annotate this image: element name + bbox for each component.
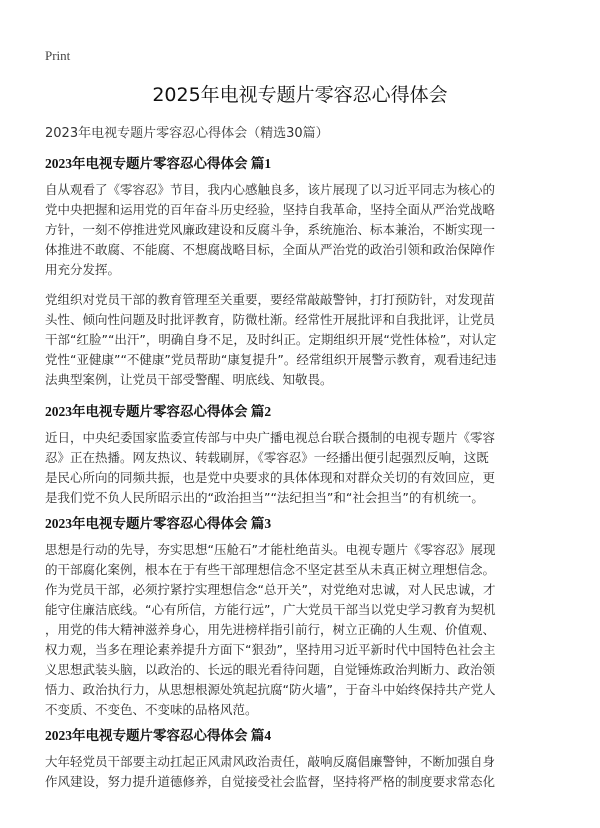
text-line: 思想是行动的先导，夯实思想“压舱石”才能杜绝苗头。电视专题片《零容忍》展现 [45, 542, 496, 557]
paragraph-4-1 [45, 752, 563, 792]
text-line: ，用党的伟大精神滋养身心，用先进榜样指引前行，树立正确的人生观、价值观、 [45, 622, 496, 637]
section-heading-4: 2023年电视专题片零容忍心得体会 篇4 [45, 728, 272, 743]
paragraph-1-1 [45, 180, 563, 280]
paragraph-2-1 [45, 428, 563, 508]
paragraph-3-1 [45, 540, 563, 720]
text-line: 近日，中央纪委国家监委宣传部与中央广播电视总台联合摄制的电视专题片《零容 [45, 430, 496, 445]
text-line: 党性“亚健康”“不健康”党员帮助“康复提升”。经常组织开展警示教育，观看违纪违 [45, 352, 497, 367]
paragraph-1-2 [45, 290, 563, 390]
text-line: 体推进不敢腐、不能腐、不想腐战略目标，全面从严治党的政治引领和政治保障作 [45, 242, 496, 257]
section-heading-3: 2023年电视专题片零容忍心得体会 篇3 [45, 516, 272, 531]
print-link[interactable]: Print [45, 48, 71, 63]
section-heading-2: 2023年电视专题片零容忍心得体会 篇2 [45, 404, 272, 419]
text-line: 能守住廉洁底线。“心有所信，方能行远”，广大党员干部当以党史学习教育为契机 [45, 602, 496, 617]
page-title: 2025年电视专题片零容忍心得体会 [152, 84, 448, 106]
text-line: 党组织对党员干部的教育管理至关重要，要经常敲敲警钟，打打预防针，对发现苗 [45, 292, 496, 307]
text-line: 方针，一刻不停推进党风廉政建设和反腐斗争，系统施治、标本兼治，不断实现一 [45, 222, 496, 237]
text-line: 义思想武装头脑，以政治的、长远的眼光看待问题，自觉锤炼政治判断力、政治领 [45, 662, 496, 677]
text-line: 党中央把握和运用党的百年奋斗历史经验，坚持自我革命，坚持全面从严治党战略 [45, 202, 496, 217]
text-line: 用充分发挥。 [45, 262, 121, 277]
page-subtitle: 2023年电视专题片零容忍心得体会（精选30篇） [45, 126, 329, 141]
text-line: 干部“红脸”“出汗”，明确自身不足，及时纠正。定期组织开展“党性体检”，对认定 [45, 332, 497, 347]
text-line: 大年轻党员干部要主动扛起正风肃风政治责任，敲响反腐倡廉警钟，不断加强自身 [45, 754, 496, 769]
text-line: 忍》正在热播。网友热议、转载刷屏，《零容忍》一经播出便引起强烈反响，这既 [45, 450, 489, 465]
section-heading-1: 2023年电视专题片零容忍心得体会 篇1 [45, 156, 272, 171]
text-line: 是我们党不负人民所昭示出的“政治担当”“法纪担当”和“社会担当”的有机统一。 [45, 490, 484, 505]
text-line: 不变质、不变色、不变味的品格风范。 [45, 702, 258, 717]
text-line: 是民心所向的同频共振，也是党中央要求的具体体现和对群众关切的有效回应，更 [45, 470, 496, 485]
text-line: 权力观，当多在理论素养提升方面下“狠劲”，坚持用习近平新时代中国特色社会主 [45, 642, 496, 657]
text-line: 头性、倾向性问题及时批评教育，防微杜渐。经常性开展批评和自我批评，让党员 [45, 312, 496, 327]
text-line: 作风建设，努力提升道德修养，自觉接受社会监督，坚持将严格的制度要求常态化 [45, 774, 496, 789]
text-line: 自从观看了《零容忍》节目，我内心感触良多，该片展现了以习近平同志为核心的 [45, 182, 496, 197]
text-line: 悟力、政治执行力，从思想根源处筑起抗腐“防火墙”，于奋斗中始终保持共产党人 [45, 682, 496, 697]
text-line: 法典型案例，让党员干部受警醒、明底线、知敬畏。 [45, 372, 333, 387]
text-line: 作为党员干部，必须拧紧拧实理想信念“总开关”，对党绝对忠诚，对人民忠诚，才 [45, 582, 496, 597]
text-line: 的干部腐化案例，根本在于有些干部理想信念不坚定甚至从未真正树立理想信念。 [45, 562, 496, 577]
